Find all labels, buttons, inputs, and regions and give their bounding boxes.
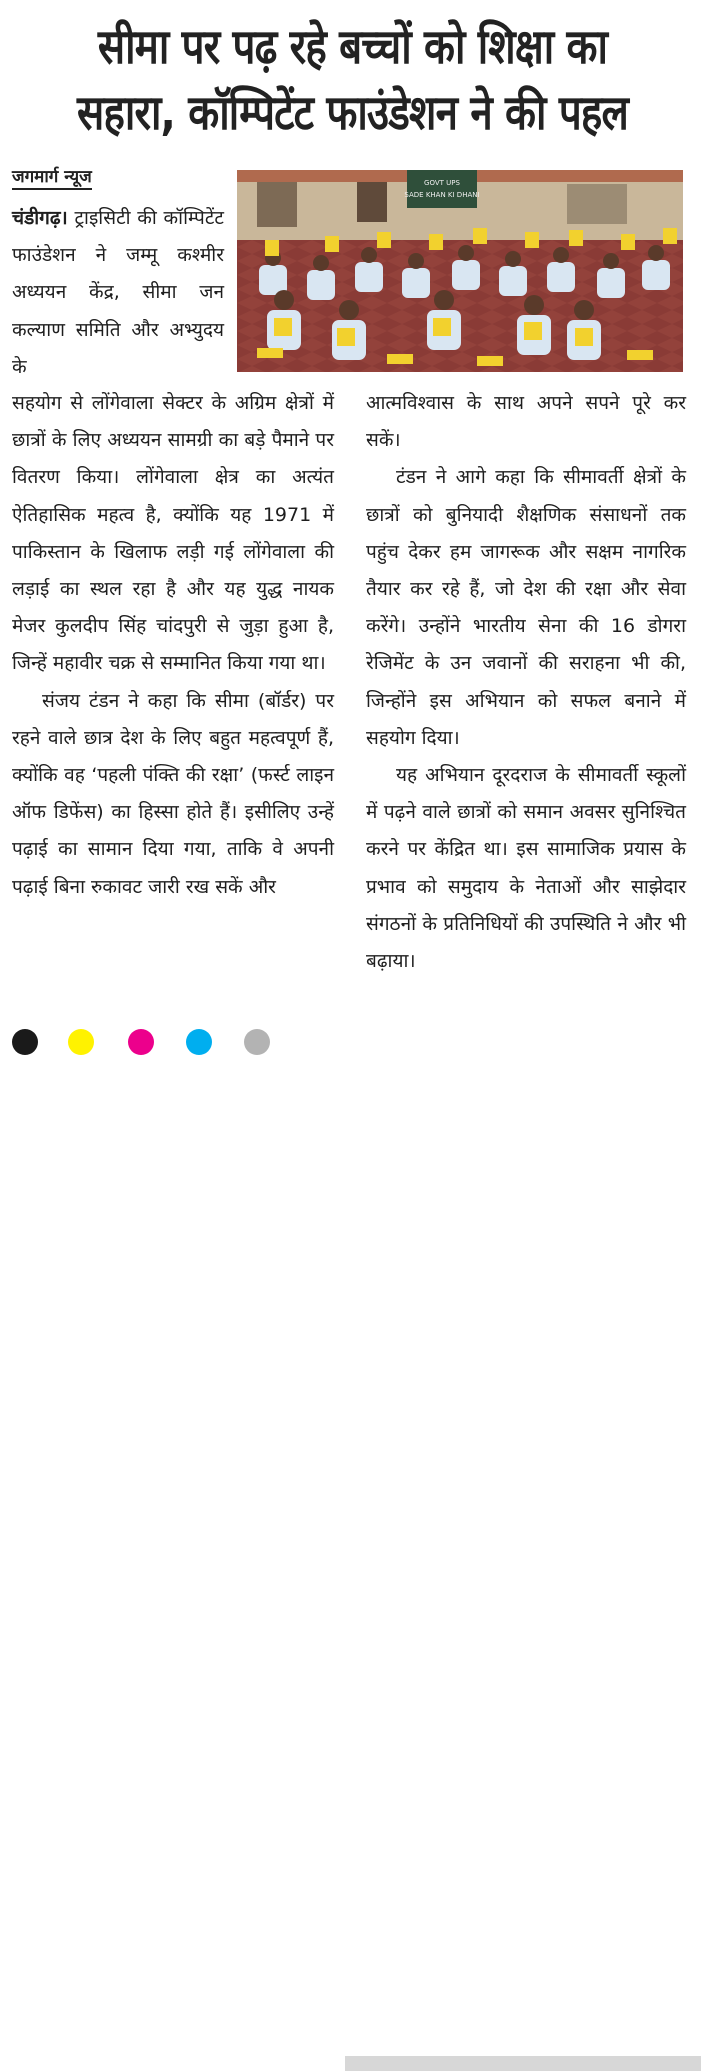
color-mark-magenta <box>128 1029 154 1055</box>
paragraph: संजय टंडन ने कहा कि सीमा (बॉर्डर) पर रहने वाले छात्र देश के लिए बहुत महत्वपूर्ण हैं, क्योंकि वह ‘पहली पंक्ति की रक्षा’ (फर्स्ट लाइन ऑफ डिफेंस) का हिस्सा होते हैं। इसीलिए उन्हें पढ़ाई का सामान दिया गया, ताकि वे अपनी पढ़ाई बिना रुकावट जारी रख सकें और <box>12 689 334 898</box>
paragraph: यह अभियान दूरदराज के सीमावर्ती स्कूलों में पढ़ने वाले छात्रों को समान अवसर सुनिश्चित करने पर केंद्रित था। इस सामाजिक प्रयास के प्रभाव को समुदाय के नेताओं और साझेदार संगठनों के प्रतिनिधियों की उपस्थिति ने और भी बढ़ाया। <box>366 764 686 973</box>
print-color-marks <box>0 1026 701 1045</box>
intro-text: ट्राइसिटी की कॉम्पिटेंट फाउंडेशन ने जम्मू कश्मीर अध्ययन केंद्र, सीमा जन कल्याण समिति और अभ्युदय के <box>12 207 224 378</box>
headline-line-2: सहारा, कॉम्पिटेंट फाउंडेशन ने की पहल <box>77 85 628 141</box>
svg-text:GOVT UPS: GOVT UPS <box>424 179 460 187</box>
news-photo <box>237 170 683 372</box>
headline-line-1: सीमा पर पढ़ रहे बच्चों को शिक्षा का <box>97 19 608 75</box>
article-right-column <box>366 385 686 980</box>
color-mark-yellow <box>68 1029 94 1055</box>
classroom-photo-illustration <box>237 170 683 372</box>
dateline: चंडीगढ़। <box>12 207 68 229</box>
color-mark-black <box>12 1029 38 1055</box>
svg-text:SADE KHAN KI DHANI: SADE KHAN KI DHANI <box>404 191 480 199</box>
gray-band <box>345 2056 701 2071</box>
source-byline: जगमार्ग न्यूज <box>12 164 92 190</box>
headline <box>73 14 632 146</box>
color-mark-cyan <box>186 1029 212 1055</box>
article-left-column <box>12 385 334 906</box>
paragraph: आत्मविश्वास के साथ अपने सपने पूरे कर सकें। <box>366 392 686 452</box>
color-mark-gray <box>244 1029 270 1055</box>
article-intro <box>12 200 224 386</box>
paragraph: टंडन ने आगे कहा कि सीमावर्ती क्षेत्रों के छात्रों को बुनियादी शैक्षणिक संसाधनों तक पहुंच देकर हम जागरूक और सक्षम नागरिक तैयार कर रहे हैं, जो देश की रक्षा और सेवा करेंगे। उन्होंने भारतीय सेना की 16 डोगरा रेजिमेंट के उन जवानों की सराहना भी की, जिन्होंने इस अभियान को सफल बनाने में सहयोग दिया। <box>366 466 686 749</box>
paragraph: सहयोग से लोंगेवाला सेक्टर के अग्रिम क्षेत्रों में छात्रों के लिए अध्ययन सामग्री का बड़े पैमाने पर वितरण किया। लोंगेवाला क्षेत्र का अत्यंत ऐतिहासिक महत्व है, क्योंकि यह 1971 में पाकिस्तान के खिलाफ लड़ी गई लोंगेवाला की लड़ाई का स्थल रहा है और यह युद्ध नायक मेजर कुलदीप सिंह चांदपुरी से जुड़ा हुआ है, जिन्हें महावीर चक्र से सम्मानित किया गया था। <box>12 392 334 675</box>
